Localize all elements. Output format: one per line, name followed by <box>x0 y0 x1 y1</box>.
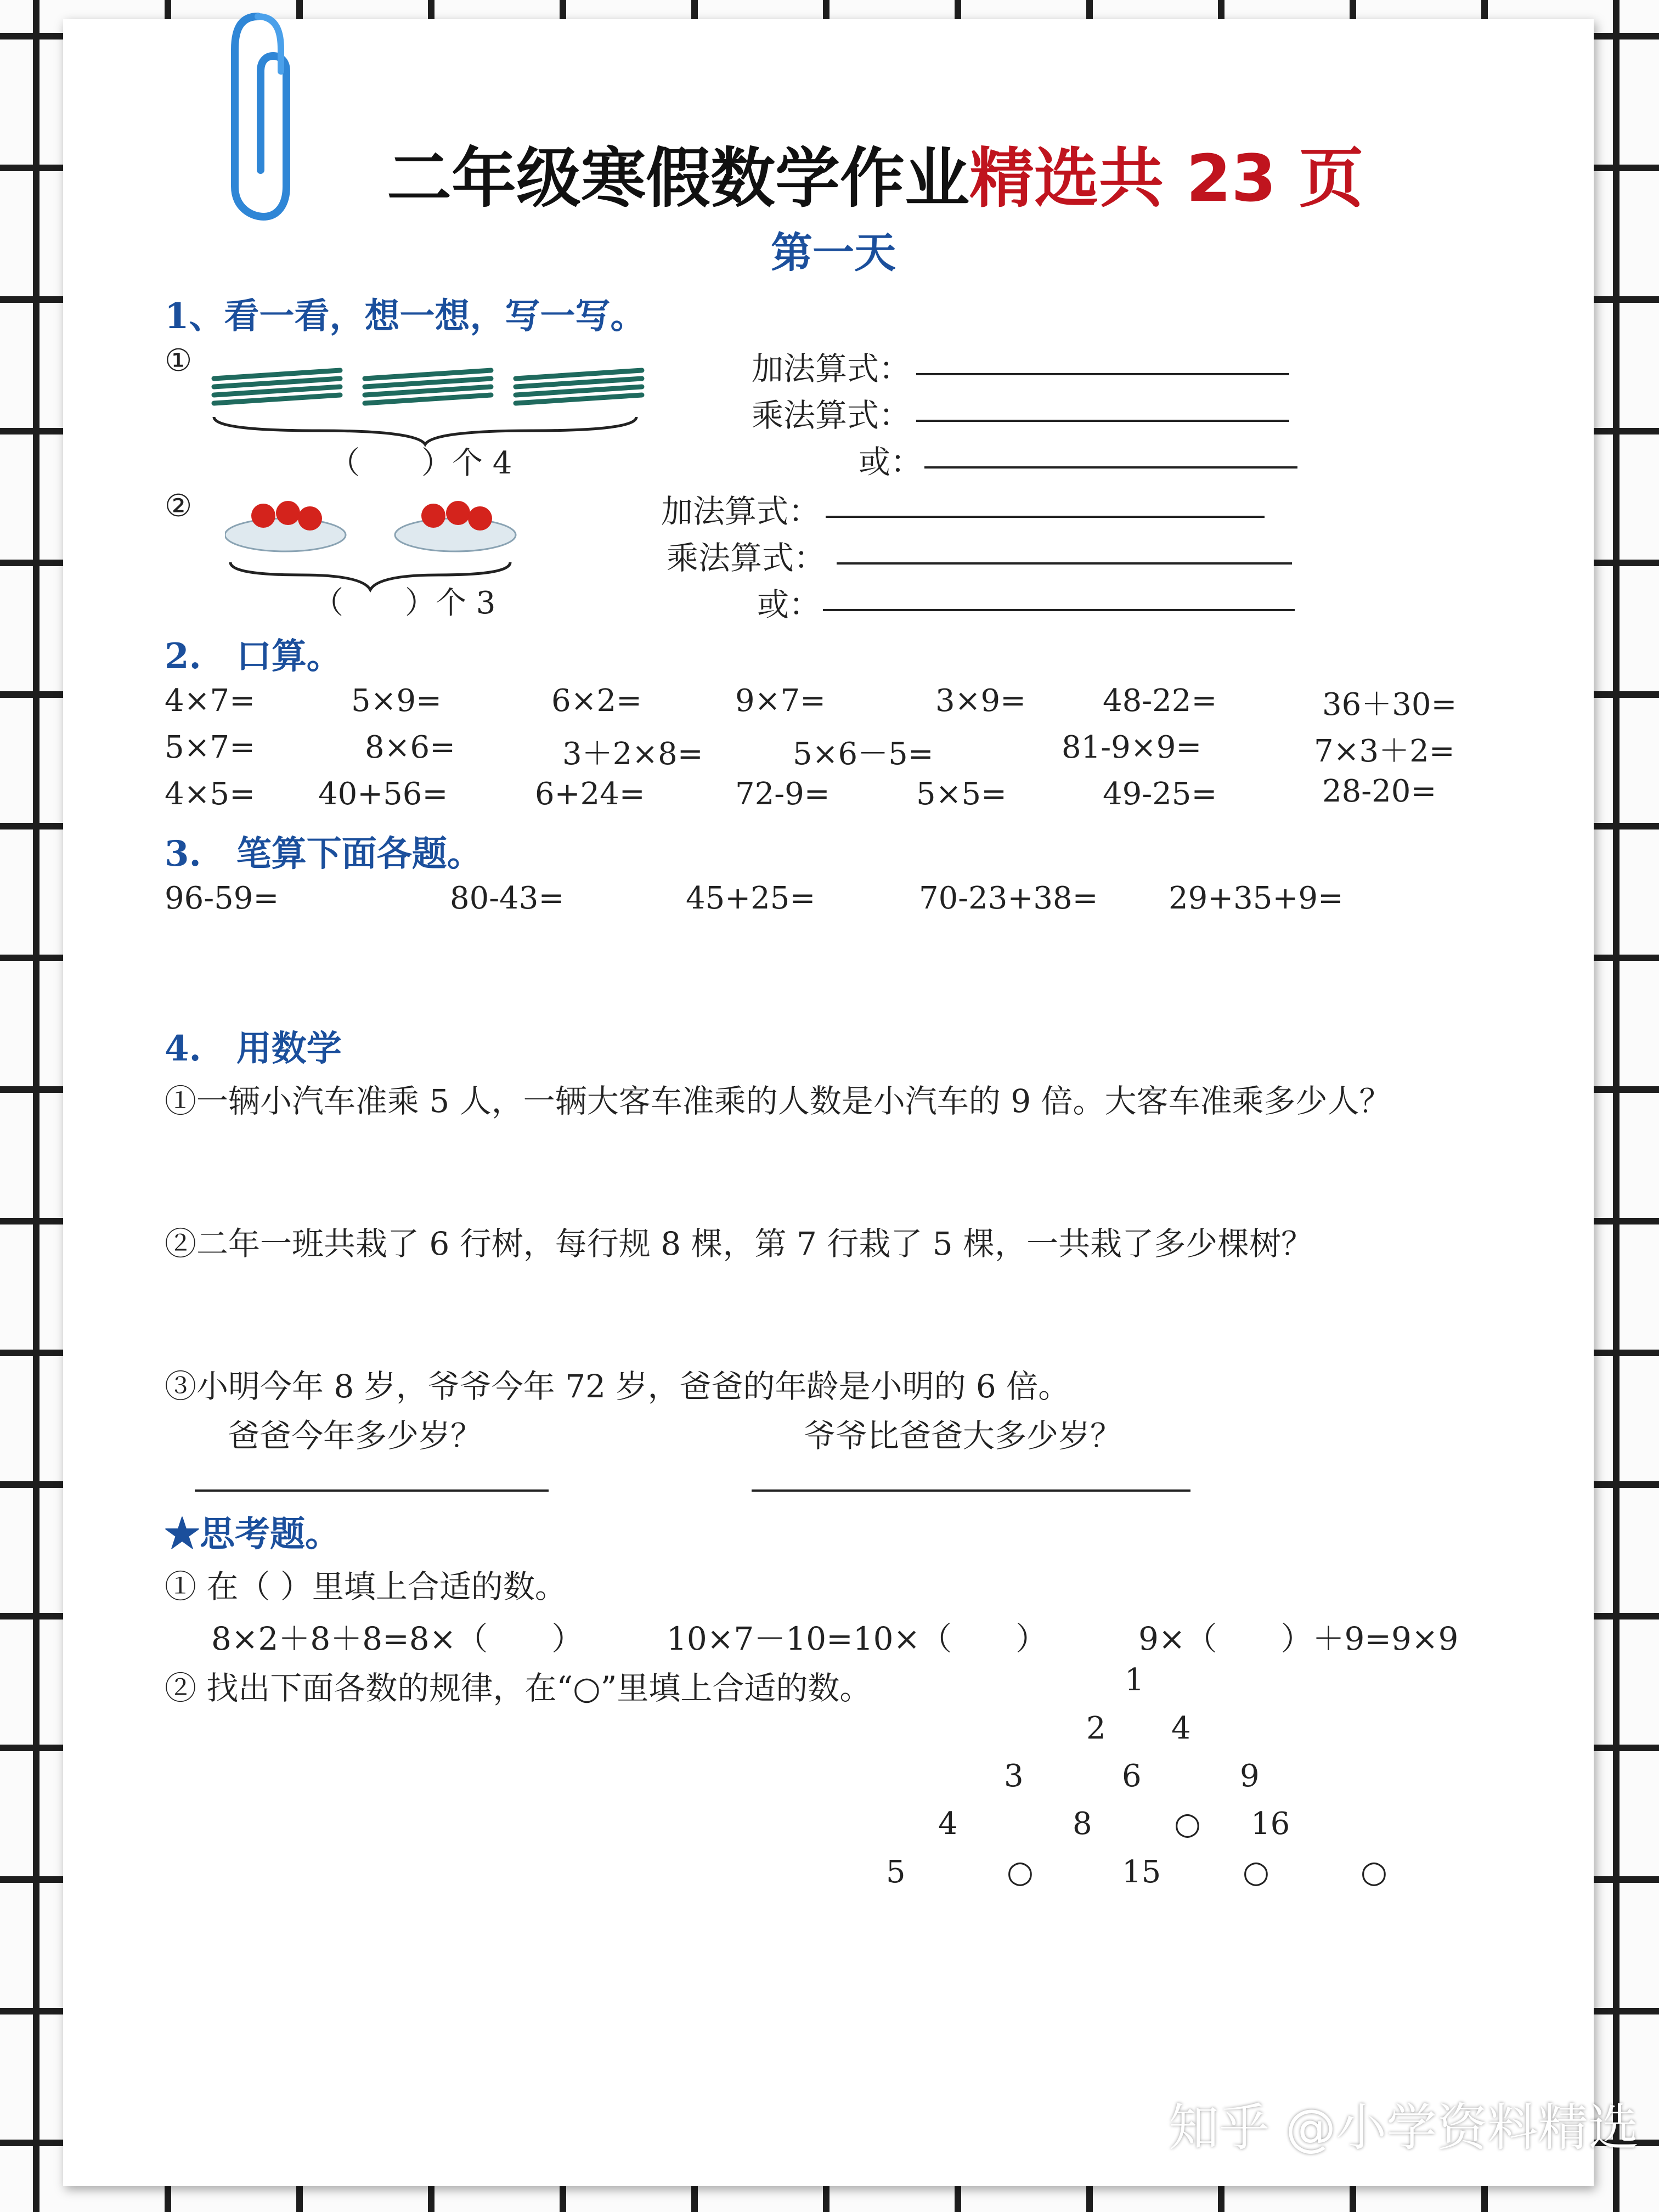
day-heading: 第一天 <box>771 228 896 277</box>
item1-mul-answer-line[interactable] <box>916 420 1289 422</box>
oral-calc-item: 40+56= <box>318 776 448 812</box>
item2-add-label: 加法算式： <box>661 493 821 530</box>
word-problem-3: ③小明今年 8 岁，爷爷今年 72 岁，爸爸的年龄是小明的 6 倍。 <box>165 1368 1070 1405</box>
word-problem-3b: 爷爷比爸爸大多少岁？ <box>804 1417 1122 1454</box>
section4-heading: 4. 用数学 <box>165 1028 342 1069</box>
section1-heading: 1、看一看，想一想，写一写。 <box>165 296 646 337</box>
oral-calc-item: 48-22= <box>1103 683 1217 719</box>
oral-calc-item: 36＋30= <box>1322 687 1457 723</box>
item2-add-answer-line[interactable] <box>826 516 1265 518</box>
oral-calc-item: 6×2= <box>551 683 642 719</box>
pencil-bundles-image <box>208 365 647 447</box>
oral-calc-item: 4×7= <box>165 683 256 719</box>
item1-number: ① <box>165 343 193 379</box>
oral-calc-item: 49-25= <box>1103 776 1217 812</box>
title-main: 二年级寒假数学作业 <box>387 140 970 216</box>
think-problem-1: ① 在（ ）里填上合适的数。 <box>165 1568 567 1605</box>
oral-calc-item: 4×5= <box>165 776 256 812</box>
written-calc-item: 80-43= <box>450 881 565 916</box>
section5-heading: ★思考题。 <box>165 1514 340 1555</box>
oral-calc-item: 5×6－5= <box>793 736 934 772</box>
title-highlight: 精选共 23 页 <box>969 140 1364 216</box>
pyramid-number: 5 <box>886 1854 906 1890</box>
item1-or-answer-line[interactable] <box>924 466 1297 469</box>
section3-heading: 3. 笔算下面各题。 <box>165 833 482 874</box>
oral-calc-item: 8×6= <box>365 730 456 765</box>
bleed-through-text <box>165 927 194 969</box>
word-problem-3a: 爸爸今年多少岁？ <box>228 1417 483 1454</box>
pyramid-blank-circle[interactable]: ○ <box>1361 1854 1387 1890</box>
pyramid-number: 9 <box>1240 1758 1260 1794</box>
item2-mul-label: 乘法算式： <box>667 539 826 577</box>
paper-clip-icon <box>219 5 296 225</box>
item1-add-label: 加法算式： <box>752 350 911 387</box>
item1-add-answer-line[interactable] <box>916 373 1289 375</box>
oral-calc-item: 28-20= <box>1322 774 1437 809</box>
page-title <box>387 126 1363 219</box>
word-problem-1: ①一辆小汽车准乘 5 人，一辆大客车准乘的人数是小汽车的 9 倍。大客车准乘多少人？ <box>165 1082 1391 1120</box>
pyramid-number: 1 <box>1125 1662 1144 1698</box>
oral-calc-item: 5×7= <box>165 730 256 765</box>
pyramid-number: 2 <box>1086 1711 1106 1746</box>
item2-number: ② <box>165 488 193 524</box>
written-calc-item: 96-59= <box>165 881 279 916</box>
oral-calc-item: 9×7= <box>735 683 826 719</box>
answer-line-3a[interactable] <box>195 1489 549 1492</box>
item2-or-label: 或： <box>757 586 821 623</box>
fill-equation-2: 10×7－10=10×（ ） <box>667 1620 1048 1657</box>
fill-equation-3: 9×（ ）＋9=9×9 <box>1138 1620 1459 1657</box>
fill-equation-1: 8×2＋8＋8=8×（ ） <box>211 1620 584 1657</box>
word-problem-2: ②二年一班共栽了 6 行树，每行规 8 棵，第 7 行栽了 5 棵，一共栽了多少棵树？ <box>165 1225 1313 1262</box>
zhihu-watermark: 知乎 @小学资料精选 <box>1169 2098 1639 2157</box>
oral-calc-item: 5×5= <box>916 776 1007 812</box>
pyramid-number: 15 <box>1122 1854 1161 1890</box>
pyramid-blank-circle[interactable]: ○ <box>1243 1854 1269 1890</box>
answer-line-3b[interactable] <box>752 1489 1190 1492</box>
think-problem-2: ② 找出下面各数的规律，在“○”里填上合适的数。 <box>165 1669 872 1707</box>
oral-calc-item: 3×9= <box>935 683 1026 719</box>
oral-calc-item: 7×3＋2= <box>1314 733 1455 769</box>
item1-mul-label: 乘法算式： <box>752 397 911 434</box>
pyramid-number: 8 <box>1073 1806 1092 1842</box>
item2-brace-label: （ ）个 3 <box>313 585 496 621</box>
written-calc-item: 45+25= <box>686 881 816 916</box>
item1-or-label: 或： <box>859 443 923 481</box>
item1-brace-label: （ ）个 4 <box>329 445 512 481</box>
oral-calc-item: 72-9= <box>735 776 830 812</box>
oral-calc-item: 81-9×9= <box>1062 730 1202 765</box>
oral-calc-item: 3＋2×8= <box>562 736 703 772</box>
pyramid-number: 6 <box>1122 1758 1142 1794</box>
item2-mul-answer-line[interactable] <box>837 562 1292 565</box>
pyramid-number: 4 <box>938 1806 958 1842</box>
section2-heading: 2. 口算。 <box>165 636 342 677</box>
pyramid-number: 16 <box>1251 1806 1290 1842</box>
pyramid-number: 3 <box>1004 1758 1024 1794</box>
apple-plates-image <box>225 483 532 592</box>
written-calc-item: 29+35+9= <box>1169 881 1344 916</box>
pyramid-blank-circle[interactable]: ○ <box>1174 1806 1201 1842</box>
oral-calc-item: 5×9= <box>351 683 442 719</box>
written-calc-item: 70-23+38= <box>919 881 1098 916</box>
pyramid-number: 4 <box>1171 1711 1191 1746</box>
item2-or-answer-line[interactable] <box>823 609 1295 611</box>
pyramid-blank-circle[interactable]: ○ <box>1007 1854 1034 1890</box>
oral-calc-item: 6+24= <box>535 776 645 812</box>
